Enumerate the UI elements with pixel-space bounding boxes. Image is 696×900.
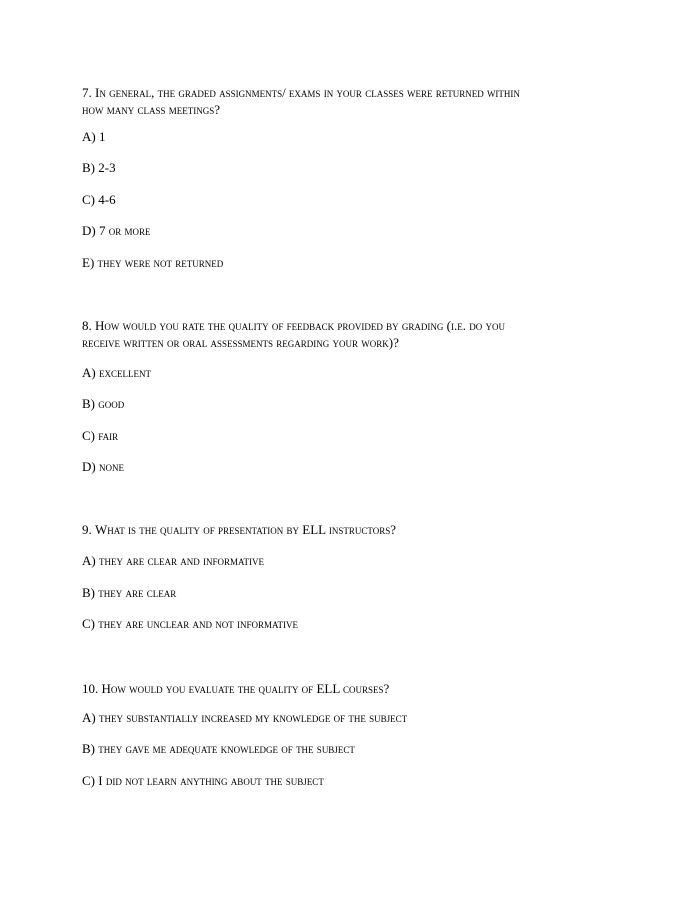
question-9-option-c[interactable]: C) they are unclear and not informative: [82, 616, 298, 631]
question-7-title-line-1: In general, the graded assignments/ exams in your classes were returned within: [95, 85, 520, 100]
question-7-option-a[interactable]: A) 1: [82, 129, 106, 144]
question-7-option-d[interactable]: D) 7 or more: [82, 223, 151, 238]
question-9-option-b[interactable]: B) they are clear: [82, 585, 177, 600]
question-8-title-line-1: How would you rate the quality of feedback provided by grading (i.e. do you: [95, 318, 505, 333]
question-10: [82, 680, 642, 697]
question-9-option-a[interactable]: A) they are clear and informative: [82, 553, 264, 568]
question-7: [82, 84, 642, 118]
question-8-option-d[interactable]: D) none: [82, 459, 124, 474]
question-8-option-a[interactable]: A) excellent: [82, 365, 151, 380]
question-9: [82, 521, 642, 538]
question-7-title-line-2: how many class meetings?: [82, 102, 221, 117]
question-number: 10.: [82, 681, 99, 696]
question-10-title: [82, 680, 642, 697]
question-9-title-line-1: What is the quality of presentation by ELL instructors?: [95, 522, 397, 537]
question-7-option-e[interactable]: E) they were not returned: [82, 255, 224, 270]
question-8-title-continued: [82, 334, 642, 351]
question-8-option-b[interactable]: B) good: [82, 396, 125, 411]
question-10-option-a[interactable]: A) they substantially increased my knowledge of the subject: [82, 710, 408, 725]
question-7-option-b[interactable]: B) 2-3: [82, 160, 116, 175]
question-7-title-continued: [82, 101, 642, 118]
question-number: 8.: [82, 318, 92, 333]
question-8-title: [82, 317, 642, 334]
question-8: [82, 317, 642, 351]
question-number: 9.: [82, 522, 92, 537]
question-10-option-b[interactable]: B) they gave me adequate knowledge of the subject: [82, 741, 355, 756]
question-9-title: [82, 521, 642, 538]
question-7-option-c[interactable]: C) 4-6: [82, 192, 116, 207]
question-8-title-line-2: receive written or oral assessments regarding your work)?: [82, 335, 399, 350]
question-8-option-c[interactable]: C) fair: [82, 428, 119, 443]
question-10-option-c[interactable]: C) I did not learn anything about the subject: [82, 773, 324, 788]
question-number: 7.: [82, 85, 92, 100]
question-10-title-line-1: How would you evaluate the quality of ELL courses?: [101, 681, 390, 696]
question-7-title: [82, 84, 642, 101]
